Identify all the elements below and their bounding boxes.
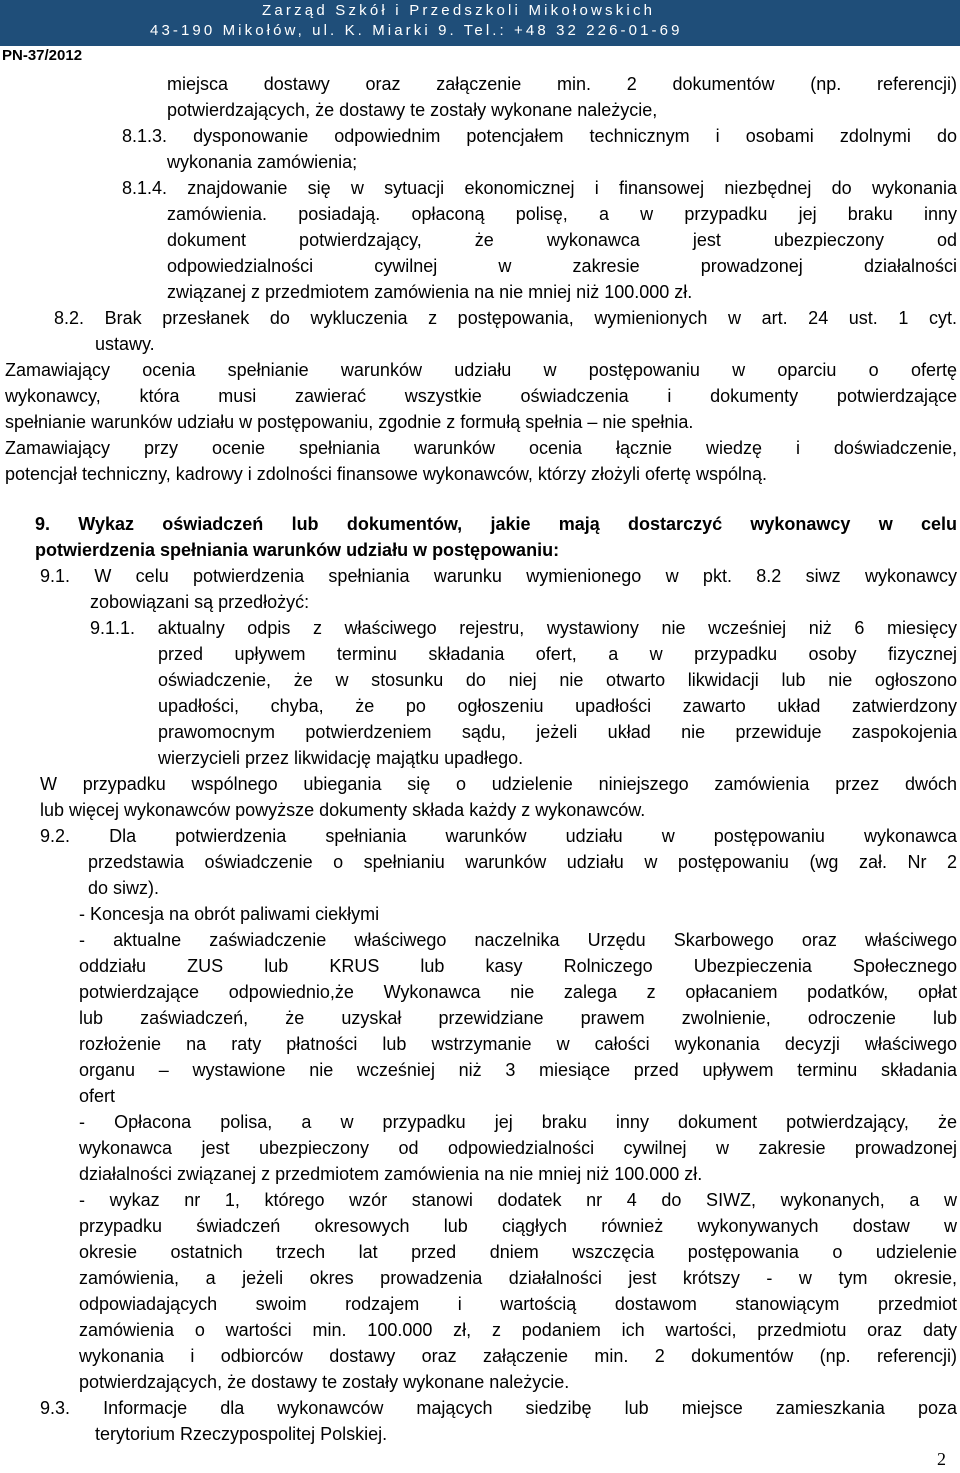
text-line: zamówienia, a jeżeli okres prowadzenia działalności jest krótszy - w tym okresie, — [79, 1268, 957, 1288]
text-line: działalności związanej z przedmiotem zamówienia na nie mniej niż 100.000 zł. — [79, 1164, 703, 1184]
text-line: odpowiedzialności cywilnej w zakresie prowadzonej działalności — [167, 256, 957, 276]
text-line: prawomocnym potwierdzeniem sądu, jeżeli układ nie przewiduje zaspokojenia — [158, 722, 957, 742]
text-line: odpowiadających swoim rodzajem i wartością dostawom stanowiącym przedmiot — [79, 1294, 957, 1314]
text-line: wierzycieli przez likwidację majątku upadłego. — [158, 748, 524, 768]
text-line: zamówienia. posiadają. opłaconą polisę, a w przypadku jej braku inny — [167, 204, 957, 224]
document-reference-code: PN-37/2012 — [2, 47, 83, 64]
section-9-3: 9.3. Informacje dla wykonawców mających siedzibę lub miejsce zamieszkania poza — [40, 1398, 957, 1418]
text-line: potwierdzających, że dostawy te zostały wykonane należycie, — [167, 100, 658, 120]
text-line: 8.1.4. znajdowanie się w sytuacji ekonomicznej i finansowej niezbędnej do wykonania — [122, 178, 957, 198]
section-9-heading-cont: potwierdzenia spełniania warunków udziału w postępowaniu: — [35, 540, 560, 560]
section-9-1: 9.1. W celu potwierdzenia spełniania warunku wymienionego w pkt. 8.2 siwz wykonawcy — [40, 566, 957, 586]
text-line: rozłożenie na raty płatności lub wstrzymanie w całości wykonania decyzji właściwego — [79, 1034, 957, 1054]
text-line: miejsca dostawy oraz załączenie min. 2 dokumentów (np. referencji) — [167, 74, 957, 94]
list-item: - aktualne zaświadczenie właściwego naczelnika Urzędu Skarbowego oraz właściwego — [79, 930, 957, 950]
text-line: okresie ostatnich trzech lat przed dniem wszczęcia postępowania o udzielenie — [79, 1242, 957, 1262]
text-line: dokument potwierdzający, że wykonawca jest ubezpieczony od — [167, 230, 957, 250]
text-line: lub zaświadczeń, że uzyskał przewidziane prawem zwolnienie, odroczenie lub — [79, 1008, 957, 1028]
page-header — [0, 0, 960, 46]
text-line: związanej z przedmiotem zamówienia na nie mniej niż 100.000 zł. — [167, 282, 693, 302]
text-line: W przypadku wspólnego ubiegania się o udzielenie niniejszego zamówienia przez dwóch — [40, 774, 957, 794]
section-8-2-heading: 8.2. Brak przesłanek do wykluczenia z postępowania, wymienionych w art. 24 ust. 1 cyt. — [54, 308, 957, 328]
text-line: wykonawca jest ubezpieczony od odpowiedzialności cywilnej w zakresie prowadzonej — [79, 1138, 957, 1158]
text-line: wykonania zamówienia; — [167, 152, 358, 172]
text-line: lub więcej wykonawców powyższe dokumenty składa każdy z wykonawców. — [40, 800, 646, 820]
text-line: przed upływem terminu składania ofert, a w przypadku osoby fizycznej — [158, 644, 957, 664]
text-line: potencjał techniczny, kadrowy i zdolności finansowe wykonawców, którzy złożyli ofertę wspólną. — [5, 464, 768, 484]
page-number: 2 — [937, 1449, 946, 1469]
list-item: - Koncesja na obrót paliwami ciekłymi — [79, 904, 380, 924]
text-line: potwierdzających, że dostawy te zostały wykonane należycie. — [79, 1372, 570, 1392]
section-9-1-1: 9.1.1. aktualny odpis z właściwego rejestru, wystawiony nie wcześniej niż 6 miesięcy — [90, 618, 957, 638]
list-item: - Opłacona polisa, a w przypadku jej braku inny dokument potwierdzający, że — [79, 1112, 957, 1132]
text-line: organu – wystawione nie wcześniej niż 3 miesiące przed upływem terminu składania — [79, 1060, 957, 1080]
text-line: zobowiązani są przedłożyć: — [90, 592, 310, 612]
header-address-phone: 43-190 Mikołów, ul. K. Miarki 9. Tel.: +48 32 226-01-69 — [150, 22, 683, 39]
text-line: terytorium Rzeczypospolitej Polskiej. — [95, 1424, 388, 1444]
section-9-2: 9.2. Dla potwierdzenia spełniania warunków udziału w postępowaniu wykonawca — [40, 826, 957, 846]
text-line: wykonania i odbiorców dostawy oraz załączenie min. 2 dokumentów (np. referencji) — [79, 1346, 957, 1366]
text-line: wykonawcy, która musi zawierać wszystkie oświadczenia i dokumenty potwierdzające — [5, 386, 957, 406]
text-line: ustawy. — [95, 334, 155, 354]
text-line: zamówienia o wartości min. 100.000 zł, z podaniem ich wartości, przedmiotu oraz daty — [79, 1320, 957, 1340]
text-line: ofert — [79, 1086, 116, 1106]
header-organization-name: Zarząd Szkół i Przedszkoli Mikołowskich — [262, 2, 656, 19]
list-item: - wykaz nr 1, którego wzór stanowi dodatek nr 4 do SIWZ, wykonanych, a w — [79, 1190, 957, 1210]
text-line: potwierdzające odpowiednio,że Wykonawca nie zalega z opłacaniem podatków, opłat — [79, 982, 957, 1002]
section-9-heading: 9. Wykaz oświadczeń lub dokumentów, jakie mają dostarczyć wykonawcy w celu — [35, 514, 957, 534]
text-line: Zamawiający ocenia spełnianie warunków udziału w postępowaniu w oparciu o ofertę — [5, 360, 957, 380]
text-line: upadłości, chyba, że po ogłoszeniu upadłości zawarto układ zatwierdzony — [158, 696, 957, 716]
text-line: oddziału ZUS lub KRUS lub kasy Rolniczego Ubezpieczenia Społecznego — [79, 956, 957, 976]
text-line: oświadczenie, że w stosunku do niej nie otwarto likwidacji lub nie ogłoszono — [158, 670, 957, 690]
text-line: przedstawia oświadczenie o spełnianiu warunków udziału w postępowaniu (wg zał. Nr 2 — [88, 852, 957, 872]
text-line: przypadku świadczeń okresowych lub ciągłych również wykonywanych dostaw w — [79, 1216, 957, 1236]
text-line: do siwz). — [88, 878, 160, 898]
text-line: 8.1.3. dysponowanie odpowiednim potencjałem technicznym i osobami zdolnymi do — [122, 126, 957, 146]
text-line: spełnianie warunków udziału w postępowaniu, zgodnie z formułą spełnia – nie spełnia. — [5, 412, 694, 432]
text-line: Zamawiający przy ocenie spełniania warunków ocenia łącznie wiedzę i doświadczenie, — [5, 438, 957, 458]
